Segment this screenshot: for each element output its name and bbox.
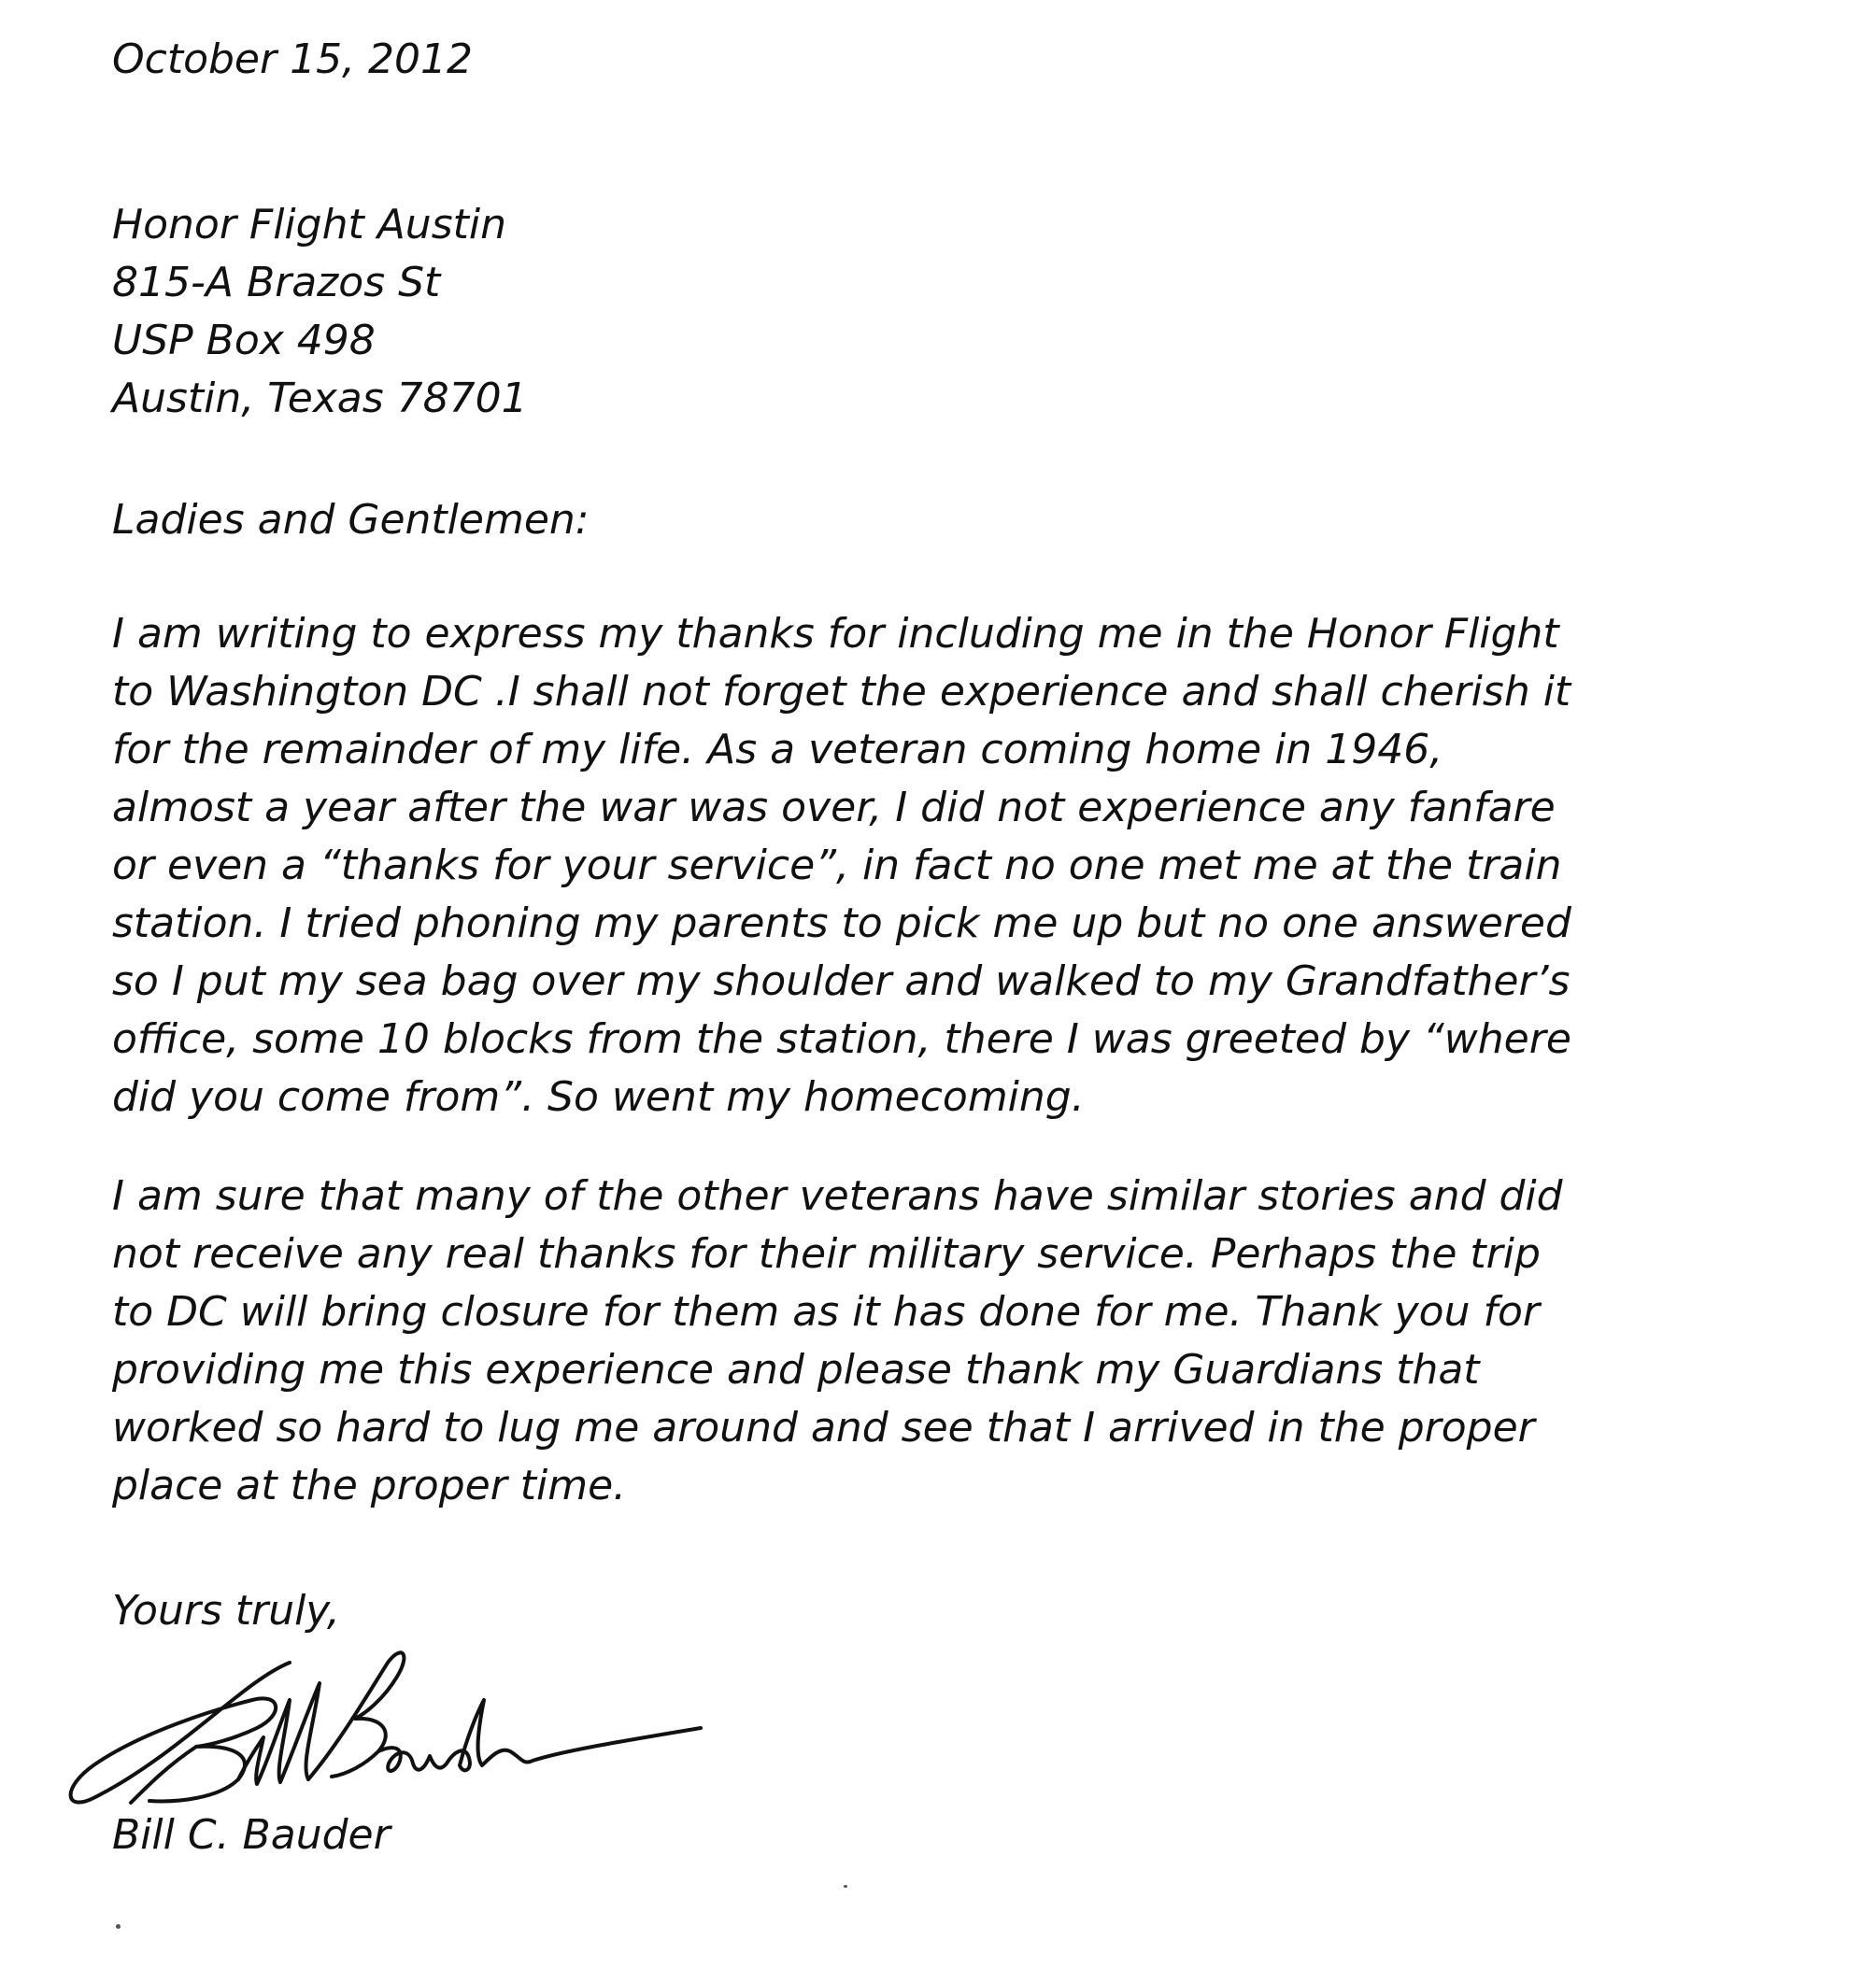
paragraph-line: I am sure that many of the other veterans have similar stories and did [112,1172,1563,1220]
paragraph-line: worked so hard to lug me around and see that I arrived in the proper [112,1404,1535,1452]
body-paragraph-2 [112,1168,1563,1515]
paragraph-line: almost a year after the war was over, I did not experience any fanfare [112,784,1556,831]
salutation: Ladies and Gentlemen: [112,496,590,544]
paragraph-line: office, some 10 blocks from the station, there I was greeted by “where [112,1015,1571,1063]
paragraph-line: not receive any real thanks for their military service. Perhaps the trip [112,1230,1541,1278]
paragraph-line: I am writing to express my thanks for including me in the Honor Flight [112,610,1559,658]
recipient-line: USP Box 498 [112,317,376,364]
paragraph-line: or even a “thanks for your service”, in fact no one met me at the train [112,842,1562,889]
paragraph-line: place at the proper time. [112,1462,627,1509]
recipient-line: 815-A Brazos St [112,259,441,306]
paragraph-line: did you come from”. So went my homecoming. [112,1073,1085,1121]
recipient-line: Honor Flight Austin [112,201,506,248]
paragraph-line: to Washington DC .I shall not forget the experience and shall cherish it [112,668,1571,715]
signer-name: Bill C. Bauder [112,1811,391,1859]
paper-speck [116,1924,121,1929]
recipient-address [112,196,528,428]
paragraph-line: so I put my sea bag over my shoulder and walked to my Grandfather’s [112,957,1570,1005]
paragraph-line: providing me this experience and please thank my Guardians that [112,1346,1480,1394]
paragraph-line: station. I tried phoning my parents to pick me up but no one answered [112,899,1571,947]
paragraph-line: to DC will bring closure for them as it has done for me. Thank you for [112,1288,1540,1336]
letter-date: October 15, 2012 [112,35,474,83]
paper-speck [844,1885,847,1888]
paragraph-line: for the remainder of my life. As a veteran coming home in 1946, [112,726,1443,773]
handwritten-signature [56,1625,766,1812]
body-paragraph-1 [112,605,1571,1126]
recipient-line: Austin, Texas 78701 [112,375,528,422]
closing: Yours truly, [112,1587,340,1635]
